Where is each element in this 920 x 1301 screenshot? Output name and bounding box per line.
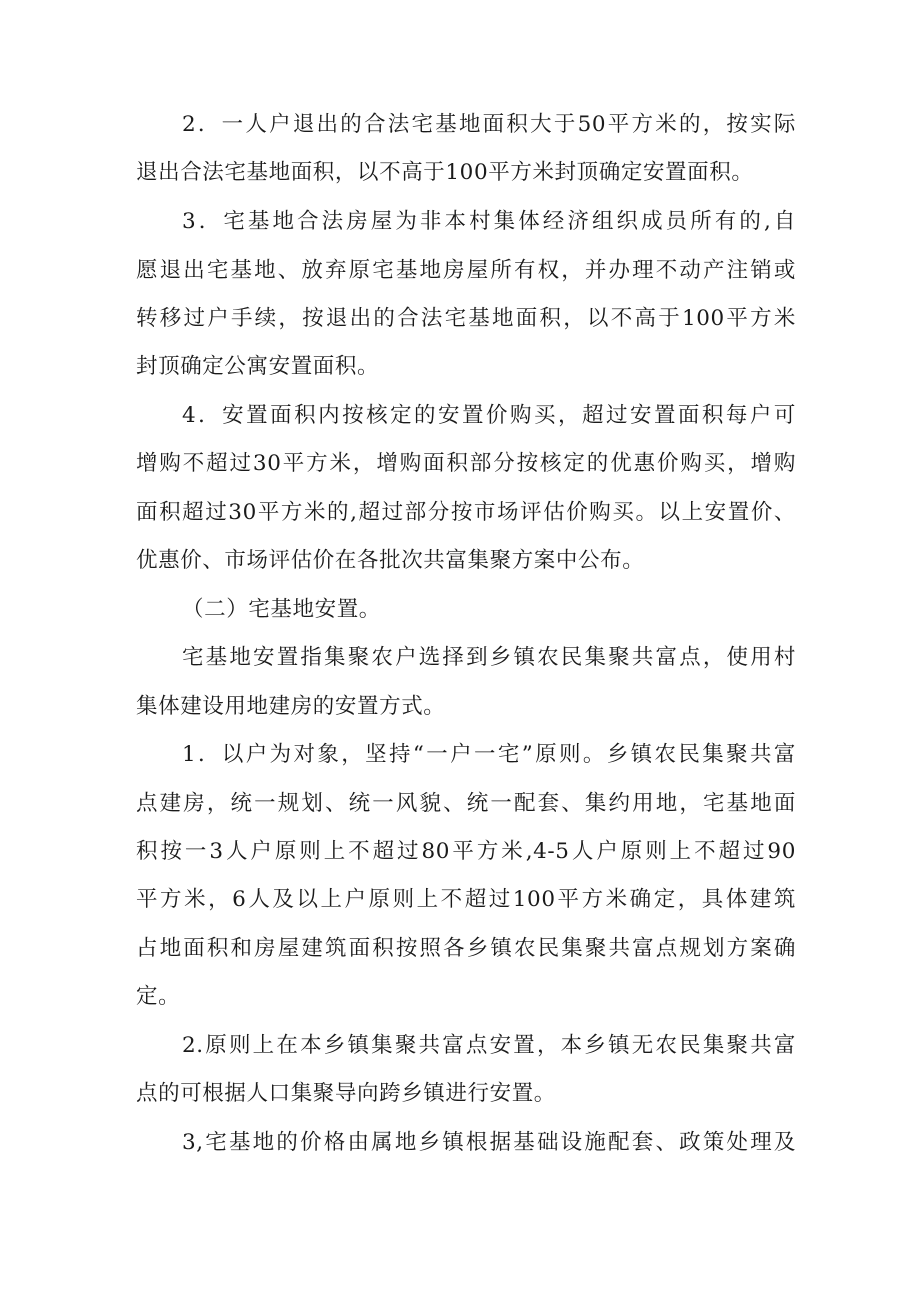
text-line: 平方米，6人及以上户原则上不超过100平方米确定，具体建筑 [136, 887, 796, 912]
text-line: 1．以户为对象，坚持“一户一宅”原则。乡镇农民集聚共富 [182, 742, 796, 767]
text-line: 2．一人户退出的合法宅基地面积大于50平方米的，按实际 [182, 112, 796, 137]
text-line: 定。 [136, 984, 181, 1009]
text-line: 点建房，统一规划、统一风貌、统一配套、集约用地，宅基地面 [136, 791, 796, 816]
text-line: 占地面积和房屋建筑面积按照各乡镇农民集聚共富点规划方案确 [136, 936, 796, 961]
text-line: 宅基地安置指集聚农户选择到乡镇农民集聚共富点，使用村 [182, 645, 796, 670]
section-heading: （二）宅基地安置。 [182, 597, 381, 622]
text-line: 增购不超过30平方米，增购面积部分按核定的优惠价购买，增购 [136, 451, 796, 476]
text-line: 愿退出宅基地、放弃原宅基地房屋所有权，并办理不动产注销或 [136, 258, 796, 283]
text-line: 优惠价、市场评估价在各批次共富集聚方案中公布。 [136, 548, 645, 573]
text-line: 点的可根据人口集聚导向跨乡镇进行安置。 [136, 1081, 556, 1106]
text-line: 集体建设用地建房的安置方式。 [136, 694, 446, 719]
text-line: 3．宅基地合法房屋为非本村集体经济组织成员所有的,自 [182, 209, 796, 234]
text-line: 转移过户手续，按退出的合法宅基地面积，以不高于100平方米 [136, 306, 796, 331]
text-line: 积按一3人户原则上不超过80平方米,4-5人户原则上不超过90 [136, 839, 796, 864]
text-line: 退出合法宅基地面积，以不高于100平方米封顶确定安置面积。 [136, 160, 754, 185]
text-line: 封顶确定公寓安置面积。 [136, 354, 380, 379]
text-line: 4．安置面积内按核定的安置价购买，超过安置面积每户可 [182, 403, 796, 428]
text-line: 2.原则上在本乡镇集聚共富点安置，本乡镇无农民集聚共富 [182, 1033, 796, 1058]
text-line: 面积超过30平方米的,超过部分按市场评估价购买。以上安置价、 [136, 500, 796, 525]
text-line: 3,宅基地的价格由属地乡镇根据基础设施配套、政策处理及 [182, 1130, 796, 1155]
